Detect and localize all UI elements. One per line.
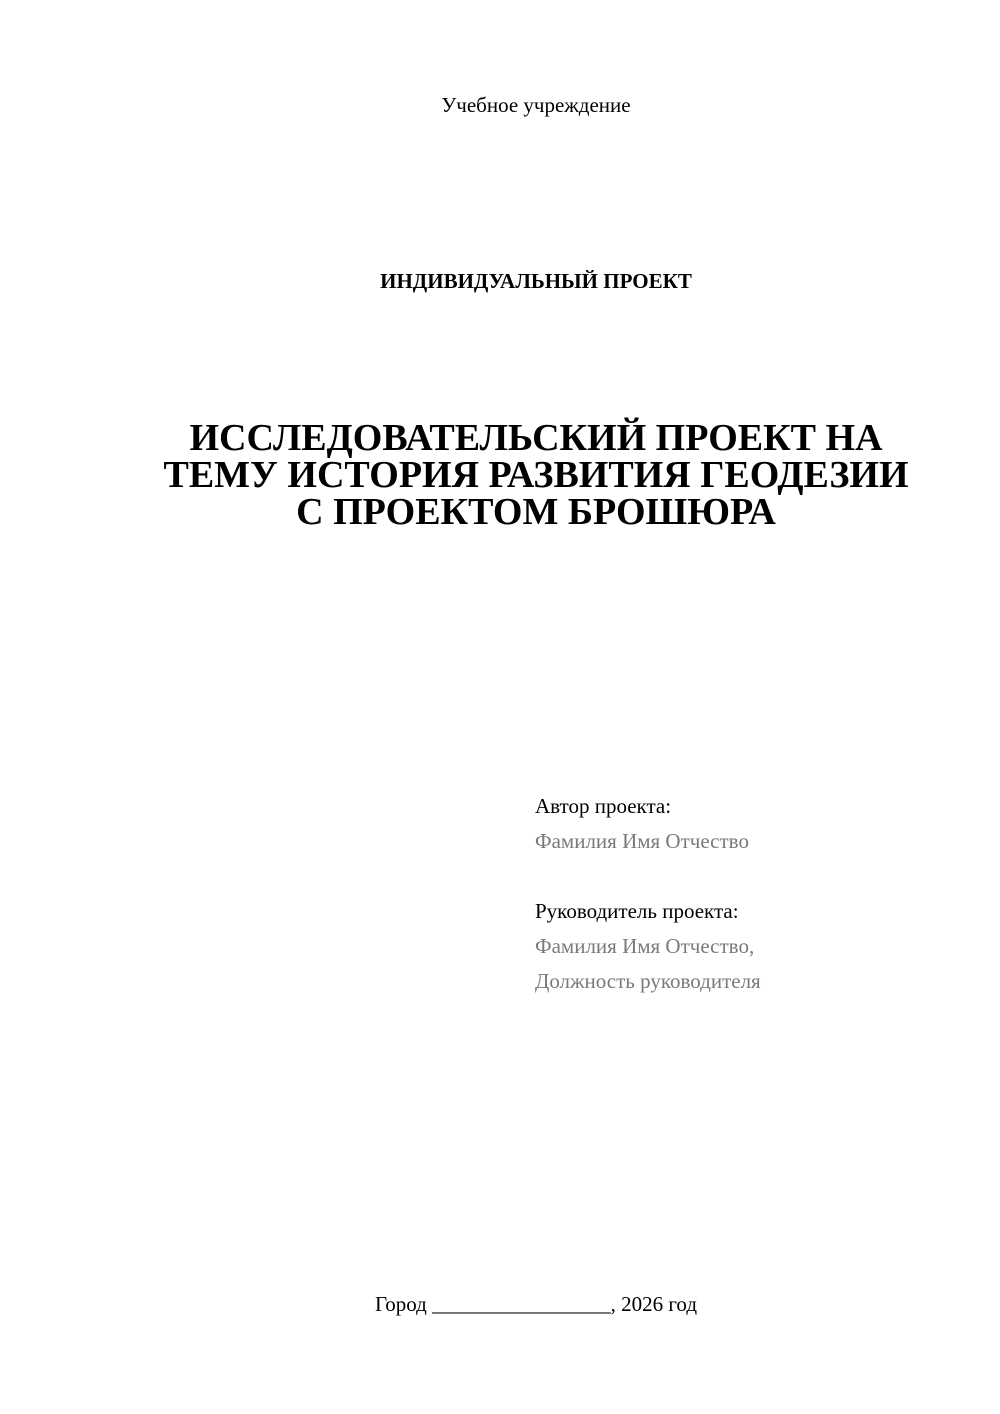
project-title [150,417,922,533]
city-year-line: Город _________________, 2026 год [374,1292,698,1316]
supervisor-label: Руководитель проекта: [535,899,739,923]
author-name: Фамилия Имя Отчество [535,829,749,853]
project-title-line: ТЕМУ ИСТОРИЯ РАЗВИТИЯ ГЕОДЕЗИИ [163,454,909,496]
project-title-line: ИССЛЕДОВАТЕЛЬСКИЙ ПРОЕКТ НА [189,417,883,459]
supervisor-name: Фамилия Имя Отчество, [535,934,755,958]
project-people-block [535,789,975,999]
supervisor-position: Должность руководителя [535,969,761,993]
spacer [535,859,975,894]
project-title-line: С ПРОЕКТОМ БРОШЮРА [296,491,776,533]
document-type: ИНДИВИДУАЛЬНЫЙ ПРОЕКТ [380,269,692,293]
author-label: Автор проекта: [535,794,672,818]
institution-name: Учебное учреждение [441,93,631,117]
